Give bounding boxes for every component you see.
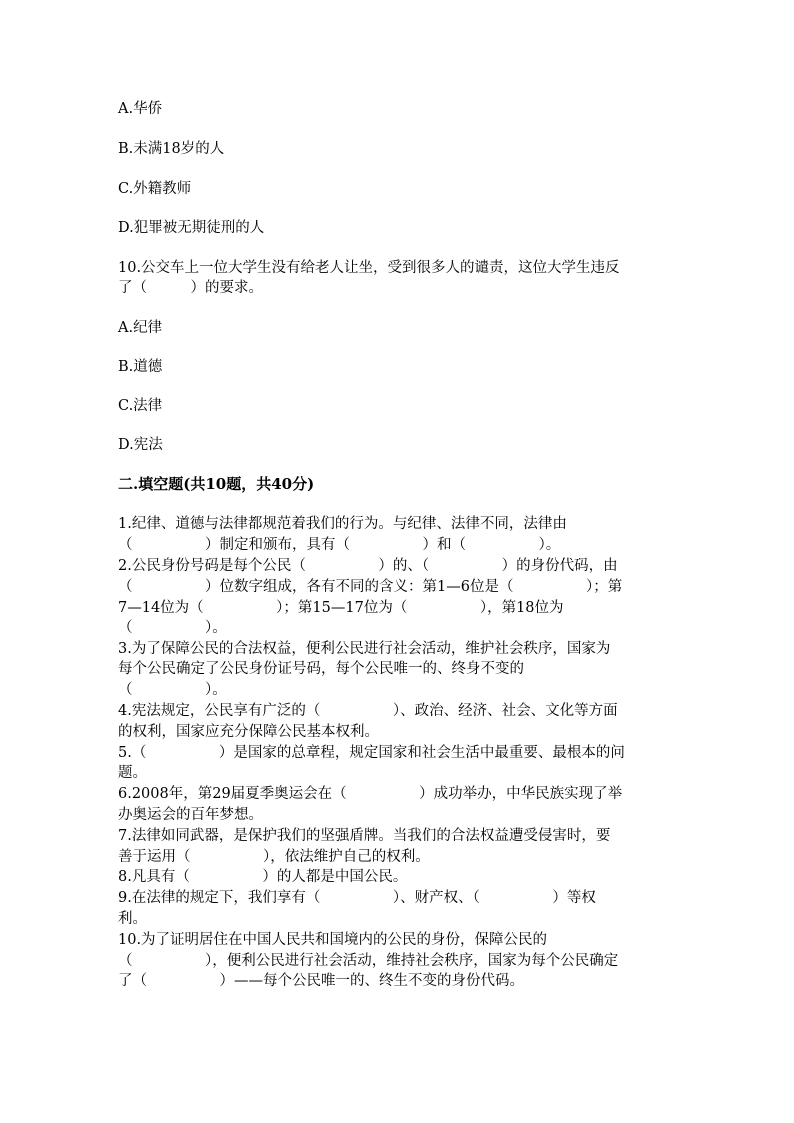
fill-line: （ ），便利公民进行社会活动，维持社会秩序，国家为每个公民确定 (118, 953, 619, 969)
fill-line: 8.凡具有（ ）的人都是中国公民。 (118, 869, 408, 885)
q10-option-c: C.法律 (118, 398, 163, 414)
q9-option-a: A.华侨 (118, 101, 163, 117)
q10-stem-line-1: 10.公交车上一位大学生没有给老人让坐，受到很多人的谴责，这位大学生违反 (118, 260, 620, 276)
fill-line: 1.纪律、道德与法律都规范着我们的行为。与纪律、法律不同，法律由 (118, 516, 567, 532)
fill-line: 3.为了保障公民的合法权益，便利公民进行社会活动，维护社会秩序，国家为 (118, 641, 611, 657)
fill-line: 利。 (118, 911, 147, 927)
fill-line: （ ）制定和颁布，具有（ ）和（ ）。 (118, 537, 561, 553)
q9-option-b: B.未满18岁的人 (118, 141, 225, 157)
fill-line: 了（ ）——每个公民唯一的、终生不变的身份代码。 (118, 973, 524, 989)
fill-line: 题。 (118, 765, 147, 781)
fill-line: 10.为了证明居住在中国人民共和国境内的公民的身份，保障公民的 (118, 932, 548, 948)
q10-stem-line-2: 了（ ）的要求。 (118, 280, 263, 296)
fill-line: 5.（ ）是国家的总章程，规定国家和社会生活中最重要、最根本的问 (118, 745, 625, 761)
q10-option-a: A.纪律 (118, 320, 163, 336)
q9-option-c: C.外籍教师 (118, 181, 192, 197)
fill-line: 每个公民确定了公民身份证号码，每个公民唯一的、终身不变的 (118, 661, 524, 677)
fill-line: 办奥运会的百年梦想。 (118, 807, 263, 823)
fill-line: 9.在法律的规定下，我们享有（ ）、财产权、（ ）等权 (118, 890, 596, 906)
q9-option-d: D.犯罪被无期徒刑的人 (118, 220, 265, 236)
q10-option-d: D.宪法 (118, 437, 163, 453)
q10-option-b: B.道德 (118, 359, 163, 375)
fill-line: 2.公民身份号码是每个公民（ ）的、（ ）的身份代码，由 (118, 558, 618, 574)
fill-line: （ ）位数字组成，各有不同的含义：第1—6位是（ ）；第 (118, 579, 623, 595)
fill-line: （ ）。 (118, 620, 227, 636)
section-2-title: 二.填空题(共10题，共40分) (118, 475, 315, 493)
fill-line: 的权利，国家应充分保障公民基本权利。 (118, 724, 379, 740)
fill-line: （ ）。 (118, 682, 227, 698)
fill-line: 7.法律如同武器，是保护我们的坚强盾牌。当我们的合法权益遭受侵害时，要 (118, 828, 611, 844)
fill-line: 4.宪法规定，公民享有广泛的（ ）、政治、经济、社会、文化等方面 (118, 703, 618, 719)
fill-line: 6.2008年，第29届夏季奥运会在（ ）成功举办，中华民族实现了举 (118, 786, 623, 802)
fill-line: 善于运用（ ），依法维护自己的权利。 (118, 849, 430, 865)
fill-line: 7—14位为（ ）；第15—17位为（ ），第18位为 (118, 600, 564, 616)
